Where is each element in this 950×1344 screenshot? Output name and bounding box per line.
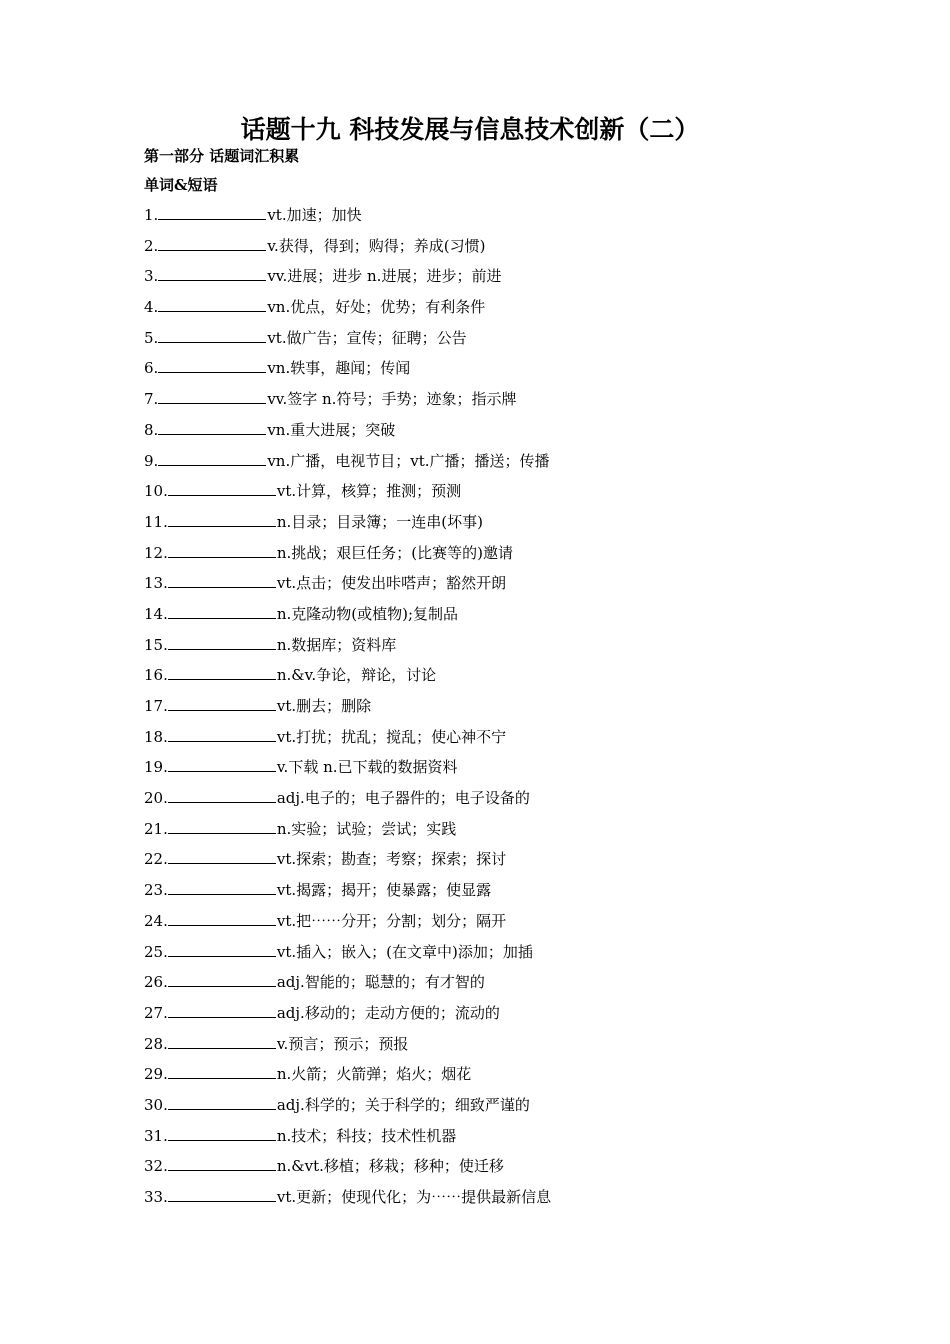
vocabulary-item	[144, 1031, 844, 1062]
answer-blank[interactable]	[168, 540, 276, 558]
vocabulary-item	[144, 478, 844, 509]
answer-blank[interactable]	[168, 570, 276, 588]
vocabulary-item	[144, 939, 844, 970]
item-number: 6.	[144, 359, 159, 378]
vocabulary-item	[144, 754, 844, 785]
answer-blank[interactable]	[168, 754, 276, 772]
answer-blank[interactable]	[168, 969, 276, 987]
item-definition: vt.揭露；揭开；使暴露；使显露	[276, 881, 492, 900]
answer-blank[interactable]	[168, 939, 276, 957]
answer-blank[interactable]	[158, 386, 266, 404]
answer-blank[interactable]	[158, 263, 266, 281]
answer-blank[interactable]	[158, 417, 266, 435]
item-number: 21.	[144, 819, 168, 838]
item-number: 19.	[144, 758, 168, 777]
answer-blank[interactable]	[168, 693, 276, 711]
answer-blank[interactable]	[168, 1000, 276, 1018]
vocabulary-item	[144, 1153, 844, 1184]
item-definition: vv.进展；进步 n.进展；进步；前进	[267, 267, 502, 286]
vocabulary-item	[144, 509, 844, 540]
answer-blank[interactable]	[168, 1061, 276, 1079]
answer-blank[interactable]	[158, 448, 266, 466]
vocabulary-item	[144, 724, 844, 755]
answer-blank[interactable]	[158, 233, 266, 251]
item-definition: vt.计算，核算；推测；预测	[276, 482, 462, 501]
vocabulary-item	[144, 233, 844, 264]
vocabulary-item	[144, 601, 844, 632]
answer-blank[interactable]	[158, 325, 266, 343]
answer-blank[interactable]	[168, 1153, 276, 1171]
item-number: 16.	[144, 666, 168, 685]
item-definition: vv.签字 n.符号；手势；迹象；指示牌	[267, 390, 517, 409]
vocabulary-item	[144, 877, 844, 908]
item-definition: adj.智能的；聪慧的；有才智的	[276, 973, 485, 992]
page-title: 话题十九 科技发展与信息技术创新（二）	[240, 115, 700, 144]
item-definition: vt.打扰；扰乱；搅乱；使心神不宁	[276, 727, 507, 746]
item-definition: v.预言；预示；预报	[276, 1034, 409, 1053]
item-definition: v.下载 n.已下载的数据资料	[276, 758, 458, 777]
answer-blank[interactable]	[168, 601, 276, 619]
item-definition: adj.移动的；走动方便的；流动的	[276, 1003, 500, 1022]
item-number: 4.	[144, 298, 159, 317]
item-number: 3.	[144, 267, 159, 286]
answer-blank[interactable]	[168, 846, 276, 864]
vocabulary-item	[144, 540, 844, 571]
item-definition: vn.轶事，趣闻；传闻	[267, 359, 411, 378]
item-definition: vt.点击；使发出咔嗒声；豁然开朗	[276, 574, 507, 593]
item-number: 15.	[144, 635, 168, 654]
item-definition: n.数据库；资料库	[276, 635, 397, 654]
vocabulary-item	[144, 355, 844, 386]
item-number: 2.	[144, 236, 159, 255]
section-heading: 第一部分 话题词汇积累	[144, 147, 300, 165]
item-definition: n.技术；科技；技术性机器	[276, 1126, 457, 1145]
answer-blank[interactable]	[168, 908, 276, 926]
vocabulary-list	[144, 202, 844, 1215]
item-definition: vn.重大进展；突破	[267, 420, 396, 439]
answer-blank[interactable]	[168, 632, 276, 650]
vocabulary-item	[144, 448, 844, 479]
item-number: 10.	[144, 482, 168, 501]
item-number: 23.	[144, 881, 168, 900]
item-definition: n.&v.争论，辩论，讨论	[276, 666, 437, 685]
vocabulary-item	[144, 1184, 844, 1215]
item-definition: vt.把⋯⋯分开；分割；划分；隔开	[276, 911, 507, 930]
item-definition: vn.广播，电视节目；vt.广播；播送；传播	[267, 451, 550, 470]
vocabulary-item	[144, 632, 844, 663]
item-number: 28.	[144, 1034, 168, 1053]
item-definition: adj.电子的；电子器件的；电子设备的	[276, 789, 530, 808]
vocabulary-item	[144, 1000, 844, 1031]
item-number: 29.	[144, 1065, 168, 1084]
item-number: 9.	[144, 451, 159, 470]
vocabulary-item	[144, 846, 844, 877]
answer-blank[interactable]	[168, 662, 276, 680]
item-definition: vt.删去；删除	[276, 697, 372, 715]
answer-blank[interactable]	[168, 1184, 276, 1202]
item-definition: n.火箭；火箭弹；焰火；烟花	[276, 1065, 472, 1084]
item-number: 26.	[144, 973, 168, 992]
vocabulary-item	[144, 386, 844, 417]
vocabulary-item	[144, 1092, 844, 1123]
answer-blank[interactable]	[168, 816, 276, 834]
item-number: 7.	[144, 390, 159, 409]
answer-blank[interactable]	[158, 355, 266, 373]
item-number: 8.	[144, 420, 159, 439]
vocabulary-item	[144, 263, 844, 294]
item-number: 32.	[144, 1157, 168, 1176]
vocabulary-item	[144, 325, 844, 356]
item-definition: v.获得，得到；购得；养成(习惯)	[267, 236, 486, 255]
answer-blank[interactable]	[168, 1031, 276, 1049]
answer-blank[interactable]	[168, 877, 276, 895]
vocabulary-item	[144, 417, 844, 448]
item-number: 31.	[144, 1126, 168, 1145]
item-number: 33.	[144, 1188, 168, 1206]
answer-blank[interactable]	[158, 202, 266, 220]
answer-blank[interactable]	[158, 294, 266, 312]
vocabulary-item	[144, 785, 844, 816]
item-definition: vt.加速；加快	[267, 206, 362, 224]
item-definition: vn.优点，好处；优势；有利条件	[267, 298, 486, 317]
item-number: 1.	[144, 206, 159, 224]
answer-blank[interactable]	[168, 785, 276, 803]
vocabulary-item	[144, 570, 844, 601]
item-number: 24.	[144, 911, 168, 930]
item-definition: adj.科学的；关于科学的；细致严谨的	[276, 1095, 530, 1114]
answer-blank[interactable]	[168, 724, 276, 742]
vocabulary-item	[144, 816, 844, 847]
item-definition: n.&vt.移植；移栽；移种；使迁移	[276, 1157, 504, 1176]
item-number: 13.	[144, 574, 168, 593]
vocabulary-item	[144, 1061, 844, 1092]
vocabulary-item	[144, 908, 844, 939]
item-definition: vt.做广告；宣传；征聘；公告	[267, 328, 467, 347]
item-definition: vt.插入；嵌入；(在文章中)添加；加插	[276, 942, 533, 961]
item-number: 30.	[144, 1095, 168, 1114]
vocabulary-item	[144, 1123, 844, 1154]
item-definition: n.目录；目录簿；一连串(坏事)	[276, 512, 483, 531]
answer-blank[interactable]	[168, 1092, 276, 1110]
item-number: 20.	[144, 789, 168, 808]
subsection-heading: 单词&短语	[144, 176, 218, 194]
item-number: 22.	[144, 850, 168, 869]
item-number: 18.	[144, 727, 168, 746]
vocabulary-item	[144, 693, 844, 724]
item-number: 14.	[144, 604, 168, 623]
vocabulary-item	[144, 662, 844, 693]
item-definition: vt.更新；使现代化；为⋯⋯提供最新信息	[276, 1188, 552, 1206]
vocabulary-item	[144, 969, 844, 1000]
vocabulary-item	[144, 294, 844, 325]
item-number: 5.	[144, 328, 159, 347]
vocabulary-item	[144, 202, 844, 233]
item-number: 27.	[144, 1003, 168, 1022]
item-definition: vt.探索；勘查；考察；探索；探讨	[276, 850, 507, 869]
item-definition: n.实验；试验；尝试；实践	[276, 819, 457, 838]
answer-blank[interactable]	[168, 478, 276, 496]
item-number: 25.	[144, 942, 168, 961]
item-number: 12.	[144, 543, 168, 562]
item-number: 11.	[144, 512, 168, 531]
answer-blank[interactable]	[168, 509, 276, 527]
item-definition: n.挑战；艰巨任务；(比赛等的)邀请	[276, 543, 513, 562]
item-definition: n.克隆动物(或植物);复制品	[276, 604, 459, 623]
answer-blank[interactable]	[168, 1123, 276, 1141]
item-number: 17.	[144, 697, 168, 715]
